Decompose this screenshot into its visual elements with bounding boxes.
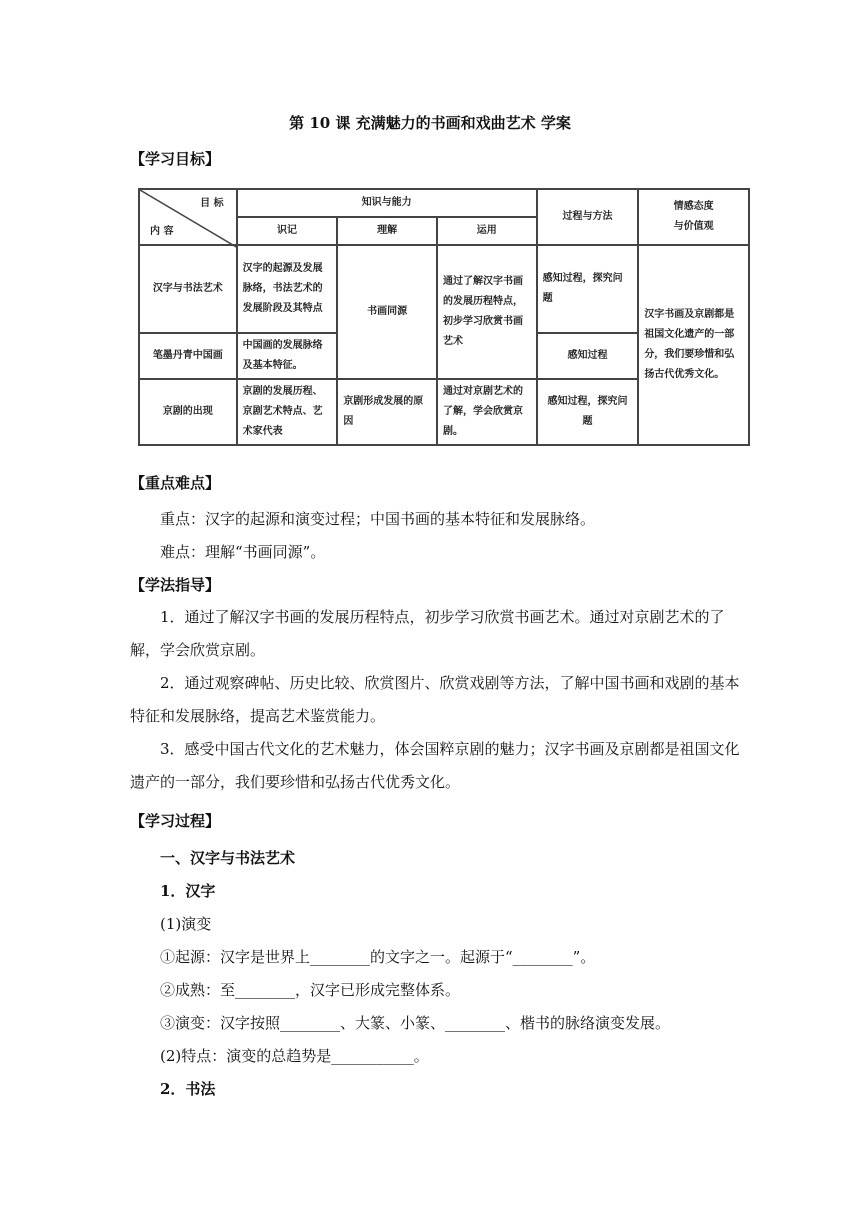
method-item: 1．通过了解汉字书画的发展历程特点，初步学习欣赏书画艺术。通过对京剧艺术的了解，学会欣赏京剧。 — [130, 608, 725, 659]
process-mature: ②成熟：至________，汉字已形成完整体系。 — [160, 981, 461, 999]
objectives-table — [138, 188, 750, 446]
row-name-painting: 笔墨丹青中国画 — [139, 333, 237, 379]
key-focus: 重点：汉字的起源和演变过程；中国书画的基本特征和发展脉络。 — [160, 510, 596, 528]
process-item1-heading: 1．汉字 — [160, 882, 216, 900]
cell-hanzi-remember: 汉字的起源及发展脉络，书法艺术的发展阶段及其特点 — [237, 245, 338, 333]
process-part1-heading: 一、汉字与书法艺术 — [160, 849, 296, 867]
method-item: 3．感受中国古代文化的艺术魅力，体会国粹京剧的魅力；汉字书画及京剧都是祖国文化遗产的一部分，我们要珍惜和弘扬古代优秀文化。 — [130, 740, 740, 791]
table-corner-cell — [139, 189, 237, 245]
cell-painting-process: 感知过程 — [537, 333, 639, 379]
cell-emotion: 汉字书画及京剧都是祖国文化遗产的一部分，我们要珍惜和弘扬古代优秀文化。 — [638, 245, 749, 445]
row-name-hanzi: 汉字与书法艺术 — [139, 245, 237, 333]
section-heading-process: 【学习过程】 — [130, 812, 221, 830]
method-item: 2．通过观察碑帖、历史比较、欣赏图片、欣赏戏剧等方法，了解中国书画和戏剧的基本特征和发展脉络，提高艺术鉴赏能力。 — [130, 674, 740, 725]
page-title: 第 10 课 充满魅力的书画和戏曲艺术 学案 — [289, 114, 571, 132]
process-origin: ①起源：汉字是世界上________的文字之一。起源于“________”。 — [160, 948, 596, 966]
corner-label-goal: 目 标 — [200, 198, 224, 209]
key-difficulty: 难点：理解“书画同源”。 — [160, 543, 326, 561]
cell-opera-process: 感知过程，探究问题 — [537, 379, 639, 445]
section-heading-goals: 【学习目标】 — [130, 150, 221, 168]
section-heading-key: 【重点难点】 — [130, 474, 221, 492]
process-feature: (2)特点：演变的总趋势是___________。 — [160, 1047, 429, 1065]
section-heading-method: 【学法指导】 — [130, 576, 221, 594]
process-item2-heading: 2．书法 — [160, 1080, 216, 1098]
cell-painting-remember: 中国画的发展脉络及基本特征。 — [237, 333, 338, 379]
cell-opera-understand: 京剧形成发展的原因 — [337, 379, 437, 445]
corner-label-content: 内 容 — [150, 226, 174, 237]
cell-painting-understand: 书画同源 — [337, 245, 437, 379]
cell-opera-apply: 通过对京剧艺术的了解，学会欣赏京剧。 — [437, 379, 537, 445]
header-emotion: 情感态度 与价值观 — [638, 189, 749, 245]
cell-hanzi-process: 感知过程，探究问题 — [537, 245, 639, 333]
row-name-opera: 京剧的出现 — [139, 379, 237, 445]
process-change: ③演变：汉字按照________、大篆、小篆、________、楷书的脉络演变发展。 — [160, 1014, 671, 1032]
header-knowledge: 知识与能力 — [237, 189, 537, 217]
cell-opera-remember: 京剧的发展历程、京剧艺术特点、艺术家代表 — [237, 379, 338, 445]
header-process: 过程与方法 — [537, 189, 639, 245]
header-remember: 识记 — [237, 217, 338, 245]
header-understand: 理解 — [337, 217, 437, 245]
header-apply: 运用 — [437, 217, 537, 245]
cell-painting-apply: 通过了解汉字书画的发展历程特点，初步学习欣赏书画艺术 — [437, 245, 537, 379]
process-evolution: (1)演变 — [160, 915, 212, 933]
